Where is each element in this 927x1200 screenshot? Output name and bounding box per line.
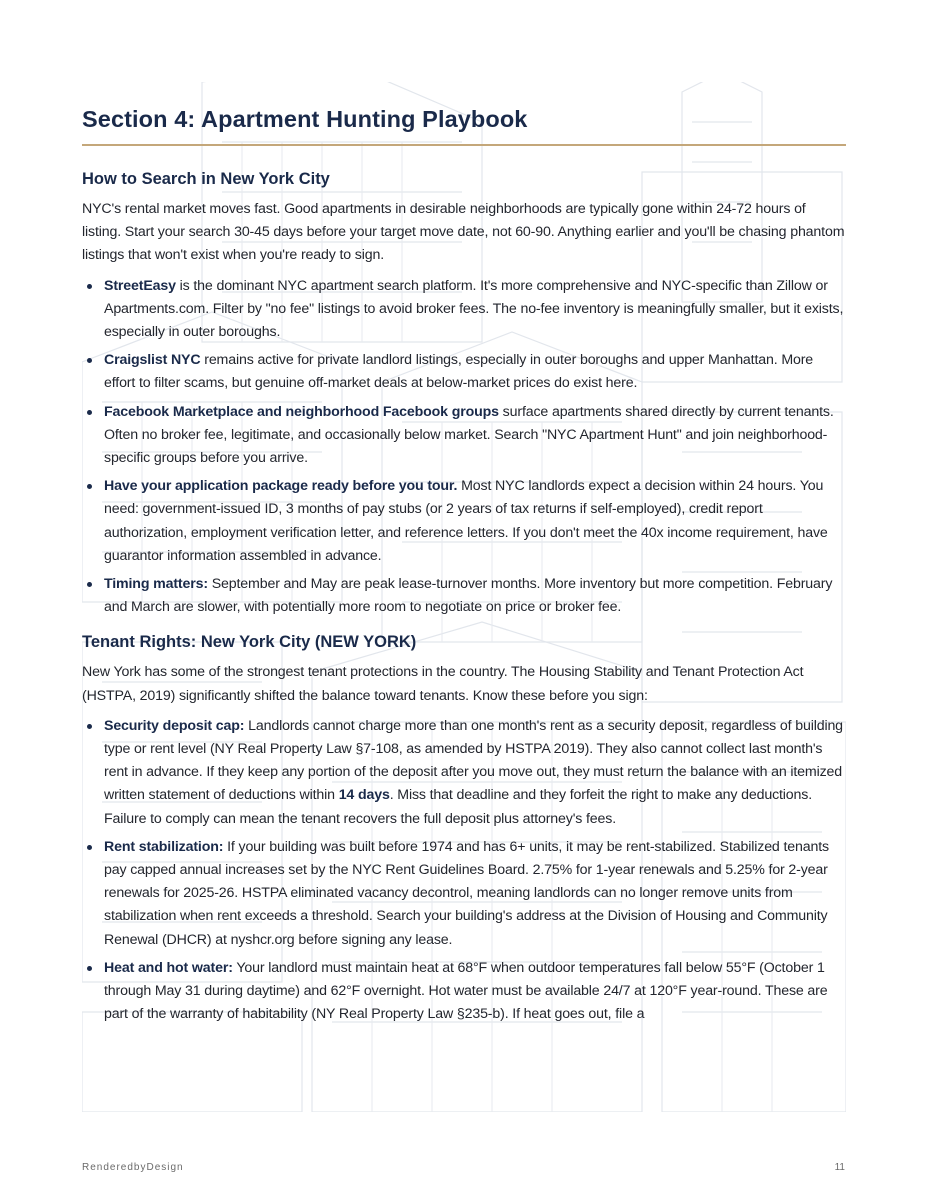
item-text: If your building was built before 1974 and has 6+ units, it may be rent-stabilized. Stabilized tenants pay capped annual increases set by the NYC Rent Guidelines Board. 2.75% for 1-year renewals and 5.25% for 2-year renewals for 2025-26. HSTPA eliminated vacancy decontrol, meaning landlords can no longer remove units from stabilization when rent exceeds a threshold. Search your building's address at the Division of Housing and Community Renewal (DHCR) at nyshcr.org before signing any lease. — [104, 838, 829, 948]
item-lead: StreetEasy — [104, 277, 176, 294]
bullet-dot — [87, 484, 92, 489]
item-text: remains active for private landlord listings, especially in outer boroughs and upper Manhattan. More effort to filter scams, but genuine off-market deals at below-market prices do exist here. — [104, 352, 814, 392]
list-item — [82, 349, 846, 395]
bullet-dot — [87, 410, 92, 415]
page-content — [82, 106, 846, 1032]
list-item — [82, 715, 846, 831]
list-item — [82, 836, 846, 952]
item-text: Landlords cannot charge more than one month's rent as a security deposit, regardless of building type or rent level (NY Real Property Law §7-108, as amended by HSTPA 2019). They also cannot collect last month's rent in advance. If they keep any portion of the deposit after you move out, they must return the balance with an itemized written statement of deductions within — [104, 717, 843, 804]
tenant-rights-list — [82, 715, 846, 1027]
bullet-dot — [87, 284, 92, 289]
search-intro: NYC's rental market moves fast. Good apartments in desirable neighborhoods are typically gone within 24-72 hours of listing. Start your search 30-45 days before your target move date, not 60-90. Anything earlier and you'll be chasing phantom listings that won't exist when you're ready to sign. — [82, 201, 845, 264]
item-lead: Security deposit cap: — [104, 717, 245, 734]
item-text-continued: . Miss that deadline and they forfeit the right to make any deductions. Failure to comply can mean the tenant recovers the full deposit plus attorney's fees. — [104, 787, 813, 827]
item-text: is the dominant NYC apartment search platform. It's more comprehensive and NYC-specific than Zillow or Apartments.com. Filter by "no fee" listings to avoid broker fees. The no-fee inventory is meaningfully smaller, but it exists, especially in outer boroughs. — [104, 277, 844, 341]
search-heading: How to Search in New York City — [82, 170, 330, 188]
list-item — [82, 573, 846, 619]
bullet-dot — [87, 582, 92, 587]
item-text: Your landlord must maintain heat at 68°F when outdoor temperatures fall below 55°F (October 1 through May 31 during daytime) and 62°F overnight. Hot water must be available 24/7 at 120°F year-round. These are part of the warranty of habitability (NY Real Property Law §235-b). If heat goes out, file a — [104, 959, 828, 1023]
item-lead: Facebook Marketplace and neighborhood Facebook groups — [104, 403, 499, 420]
bullet-dot — [87, 358, 92, 363]
deadline-emphasis: 14 days — [338, 787, 390, 804]
item-text: Most NYC landlords expect a decision within 24 hours. You need: government-issued ID, 3 months of pay stubs (or 2 years of tax returns if self-employed), credit report authorization, employment verification letter, and reference letters. If you don't meet the 40x income requirement, have guarantor information assembled in advance. — [104, 478, 828, 564]
list-item — [82, 401, 846, 471]
list-item — [82, 475, 846, 568]
item-lead: Rent stabilization: — [104, 838, 224, 855]
list-item — [82, 957, 846, 1027]
section-title: Section 4: Apartment Hunting Playbook — [82, 106, 846, 146]
tenant-rights-heading: Tenant Rights: New York City (NEW YORK) — [82, 633, 417, 652]
item-lead: Heat and hot water: — [104, 959, 233, 976]
tenant-rights-intro: New York has some of the strongest tenant protections in the country. The Housing Stability and Tenant Protection Act (HSTPA, 2019) significantly shifted the balance toward tenants. Know these before you sign: — [82, 664, 804, 704]
bullet-dot — [87, 845, 92, 850]
list-item — [82, 275, 846, 345]
footer-brand: RenderedbyDesign — [82, 1162, 184, 1173]
item-lead: Craigslist NYC — [104, 352, 201, 369]
item-text: September and May are peak lease-turnover months. More inventory but more competition. February and March are slower, with potentially more room to negotiate on price or broker fee. — [104, 576, 833, 616]
bullet-dot — [87, 724, 92, 729]
item-text: surface apartments shared directly by current tenants. Often no broker fee, legitimate, and occasionally below market. Search "NYC Apartment Hunt" and join neighborhood-specific groups before you arrive. — [104, 403, 834, 467]
bullet-dot — [87, 966, 92, 971]
item-lead: Timing matters: — [104, 576, 208, 593]
item-lead: Have your application package ready before you tour. — [104, 478, 458, 495]
page-number: 11 — [834, 1162, 845, 1173]
search-tips-list — [82, 275, 846, 620]
